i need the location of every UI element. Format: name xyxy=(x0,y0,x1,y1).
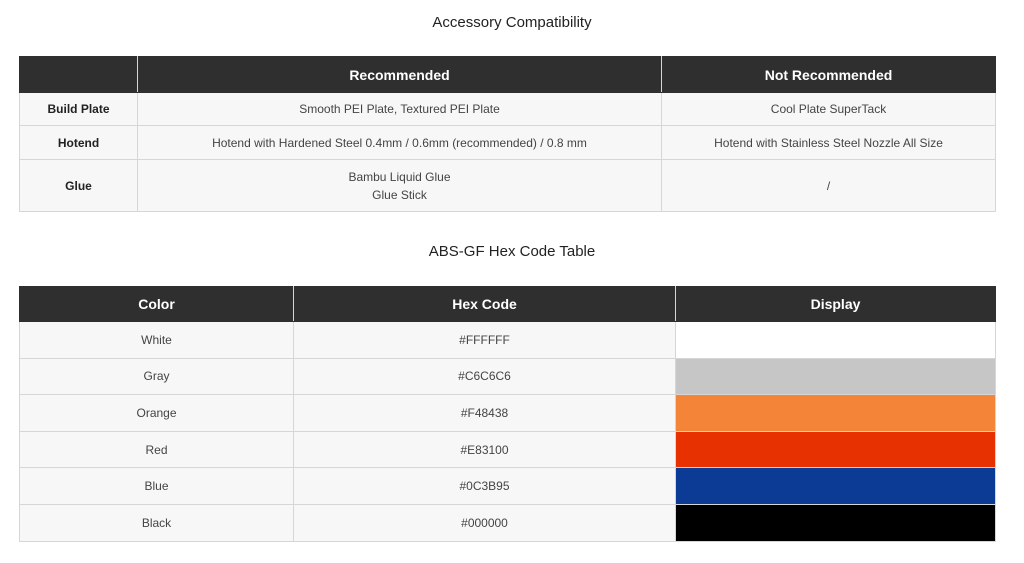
hex-code-cell: #FFFFFF xyxy=(294,322,676,359)
accessory-compatibility-table xyxy=(19,56,996,212)
table-row xyxy=(20,160,996,212)
color-swatch xyxy=(676,395,996,432)
hex-code-cell: #E83100 xyxy=(294,431,676,468)
table-row xyxy=(20,395,996,432)
not-recommended-cell: Hotend with Stainless Steel Nozzle All Size xyxy=(662,126,996,160)
recommended-cell xyxy=(138,160,662,212)
table-header-row xyxy=(20,57,996,93)
table-row xyxy=(20,504,996,541)
header-display: Display xyxy=(676,287,996,322)
color-name-cell: Orange xyxy=(20,395,294,432)
color-name-cell: White xyxy=(20,322,294,359)
table-row xyxy=(20,322,996,359)
color-name-cell: Blue xyxy=(20,468,294,505)
header-not-recommended: Not Recommended xyxy=(662,57,996,93)
not-recommended-cell: / xyxy=(662,160,996,212)
recommended-cell: Smooth PEI Plate, Textured PEI Plate xyxy=(138,93,662,126)
table-header-row xyxy=(20,287,996,322)
row-label: Glue xyxy=(20,160,138,212)
table-row xyxy=(20,358,996,395)
accessory-compatibility-title: Accessory Compatibility xyxy=(432,14,592,31)
color-swatch xyxy=(676,431,996,468)
color-swatch xyxy=(676,358,996,395)
hex-code-cell: #0C3B95 xyxy=(294,468,676,505)
header-blank xyxy=(20,57,138,93)
recommended-line: Bambu Liquid Glue xyxy=(348,169,451,184)
row-label: Build Plate xyxy=(20,93,138,126)
color-name-cell: Gray xyxy=(20,358,294,395)
hex-code-table-title: ABS-GF Hex Code Table xyxy=(428,243,596,260)
hex-table-body xyxy=(20,322,996,542)
header-recommended: Recommended xyxy=(138,57,662,93)
color-swatch xyxy=(676,468,996,505)
hex-code-cell: #C6C6C6 xyxy=(294,358,676,395)
color-swatch xyxy=(676,504,996,541)
row-label: Hotend xyxy=(20,126,138,160)
header-color: Color xyxy=(20,287,294,322)
not-recommended-cell: Cool Plate SuperTack xyxy=(662,93,996,126)
color-name-cell: Black xyxy=(20,504,294,541)
color-name-cell: Red xyxy=(20,431,294,468)
recommended-cell: Hotend with Hardened Steel 0.4mm / 0.6mm (recommended) / 0.8 mm xyxy=(138,126,662,160)
hex-code-table xyxy=(19,286,996,542)
table-row xyxy=(20,126,996,160)
hex-code-cell: #000000 xyxy=(294,504,676,541)
header-hex-code: Hex Code xyxy=(294,287,676,322)
color-swatch xyxy=(676,322,996,359)
hex-code-cell: #F48438 xyxy=(294,395,676,432)
recommended-line: Glue Stick xyxy=(372,187,427,202)
table-row xyxy=(20,93,996,126)
table-row xyxy=(20,431,996,468)
table-row xyxy=(20,468,996,505)
